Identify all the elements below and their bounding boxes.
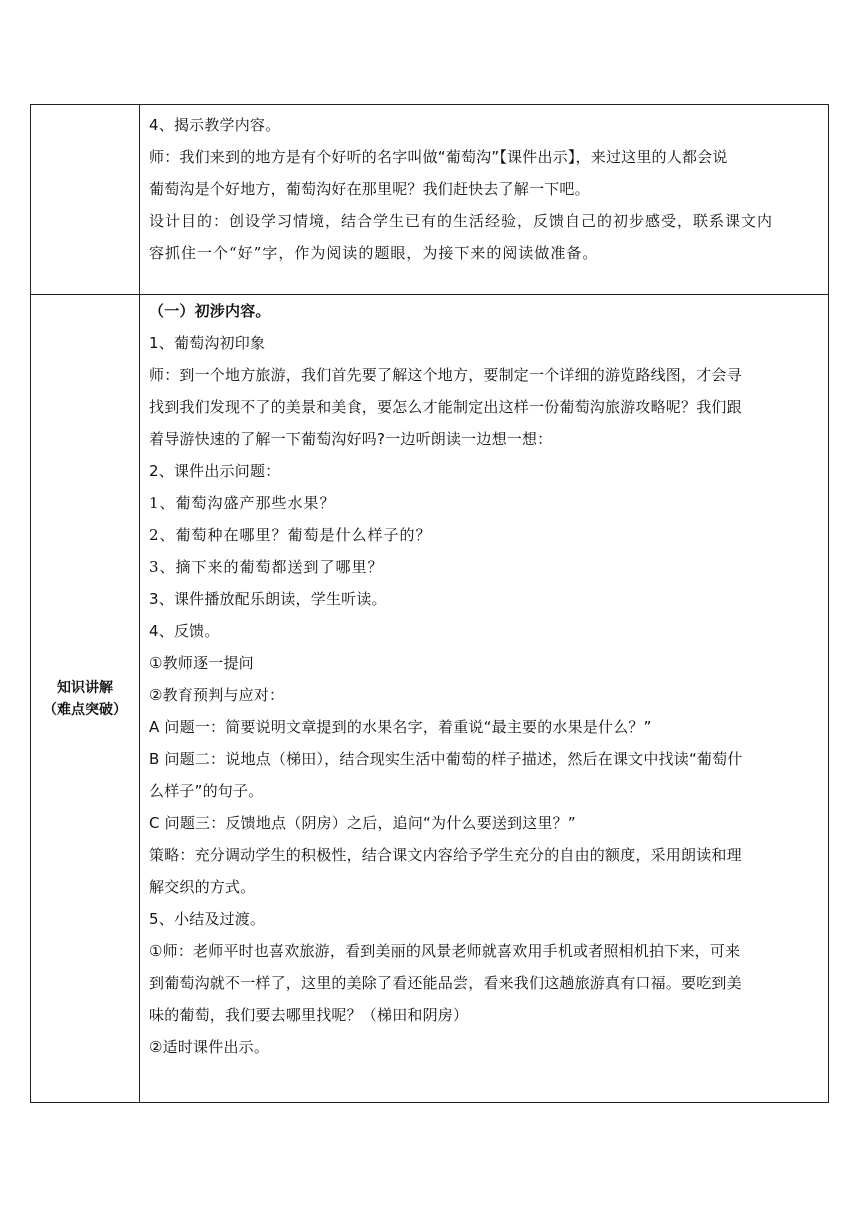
text-line: ②适时课件出示。 (149, 1038, 270, 1056)
text-line: 3、课件播放配乐朗读，学生听读。 (149, 590, 387, 608)
text-line: 策略：充分调动学生的积极性，结合课文内容给予学生充分的自由的额度，采用朗读和理 (149, 846, 742, 864)
text-line: 4、揭示教学内容。 (149, 116, 281, 134)
text-line: 葡萄沟是个好地方，葡萄沟好在那里呢？我们赶快去了解一下吧。 (149, 180, 590, 198)
text-line: 师：我们来到的地方是有个好听的名字叫做“葡萄沟”【课件出示】，来过这里的人都会说 (149, 148, 728, 166)
text-line: B 问题二：说地点（梯田），结合现实生活中葡萄的样子描述，然后在课文中找读“葡萄什 (149, 750, 743, 768)
text-line: 师：到一个地方旅游，我们首先要了解这个地方，要制定一个详细的游览路线图，才会寻 (149, 366, 742, 384)
row-label-cell (31, 295, 140, 1103)
text-line: 解交织的方式。 (149, 878, 256, 896)
text-line: 到葡萄沟就不一样了，这里的美除了看还能品尝，看来我们这趟旅游真有口福。要吃到美 (149, 974, 742, 992)
table-row (31, 295, 829, 1103)
row-content-cell (140, 295, 829, 1103)
row-label-cell (31, 105, 140, 295)
lesson-plan-table (30, 104, 829, 1103)
text-line: 5、小结及过渡。 (149, 910, 266, 928)
text-line: ①师：老师平时也喜欢旅游，看到美丽的风景老师就喜欢用手机或者照相机拍下来，可来 (149, 942, 741, 960)
text-line: A 问题一：简要说明文章提到的水果名字，着重说“最主要的水果是什么？” (149, 718, 652, 736)
section-label-main: 知识讲解 (57, 679, 113, 696)
section-label-sub: （难点突破） (43, 701, 127, 718)
text-line: 找到我们发现不了的美景和美食，要怎么才能制定出这样一份葡萄沟旅游攻略呢？我们跟 (149, 398, 742, 416)
text-line: 2、课件出示问题： (149, 462, 281, 480)
table-row (31, 105, 829, 295)
text-line: 4、反馈。 (149, 622, 220, 640)
section-heading: （一）初涉内容。 (149, 302, 271, 320)
text-line: 着导游快速的了解一下葡萄沟好吗?一边听朗读一边想一想： (149, 430, 553, 448)
text-line: ②教育预判与应对： (149, 686, 285, 704)
question-line: 2、葡萄种在哪里？葡萄是什么样子的？ (149, 526, 432, 544)
text-line: 1、葡萄沟初印象 (149, 334, 266, 352)
text-line: 么样子”的句子。 (149, 782, 264, 800)
question-line: 3、摘下来的葡萄都送到了哪里？ (149, 558, 384, 576)
design-purpose-line: 容抓住一个“好”字，作为阅读的题眼，为接下来的阅读做准备。 (149, 244, 599, 262)
text-line: 味的葡萄，我们要去哪里找呢？（梯田和阴房） (149, 1006, 469, 1024)
row-content-cell (140, 105, 829, 295)
question-line: 1、葡萄沟盛产那些水果？ (149, 494, 336, 512)
text-line: ①教师逐一提问 (149, 654, 254, 672)
design-purpose-line: 设计目的：创设学习情境，结合学生已有的生活经验，反馈自己的初步感受，联系课文内 (149, 212, 774, 230)
text-line: C 问题三：反馈地点（阴房）之后，追问“为什么要送到这里？” (149, 814, 576, 832)
